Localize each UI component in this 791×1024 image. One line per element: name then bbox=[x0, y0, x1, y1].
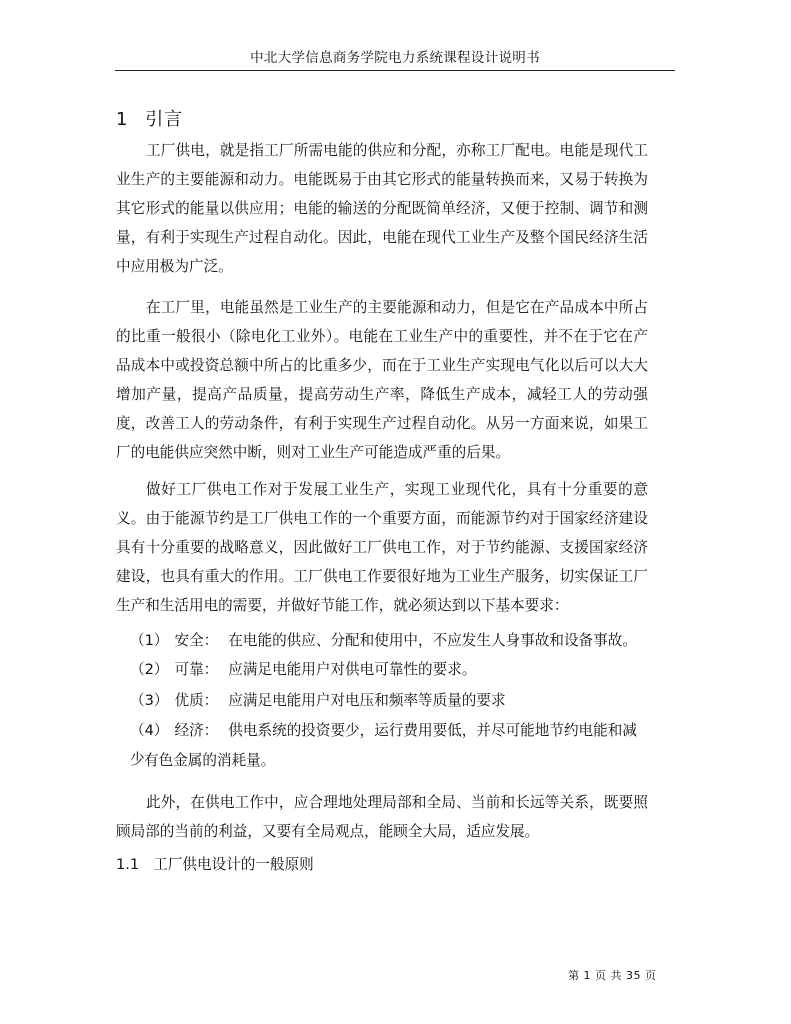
item-number: （4） bbox=[130, 722, 169, 739]
section-title: 引言 bbox=[145, 109, 184, 130]
paragraph-1: 工厂供电，就是指工厂所需电能的供应和分配，亦称工厂配电。电能是现代工业生产的主要能源和动力。电能既易于由其它形式的能量转换而来，又易于转换为其它形式的能量以供应用；电能的输送的分配既简单经济，又便于控制、调节和测量，有利于实现生产过程自动化。因此，电能在现代工业生产及整个国民经济生活中应用极为广泛。 bbox=[116, 142, 648, 275]
requirement-item bbox=[130, 655, 650, 684]
header-rule bbox=[115, 70, 675, 71]
item-text: 应满足电能用户对电压和频率等质量的要求 bbox=[228, 692, 506, 709]
item-text: 在电能的供应、分配和使用中，不应发生人身事故和设备事故。 bbox=[228, 632, 637, 649]
subsection-title: 工厂供电设计的一般原则 bbox=[153, 856, 314, 873]
paragraph-2: 在工厂里，电能虽然是工业生产的主要能源和动力，但是它在产品成本中所占的比重一般很小（除电化工业外）。电能在工业生产中的重要性，并不在于它在产品成本中或投资总额中所占的比重多少，而在于工业生产实现电气化以后可以大大增加产量，提高产品质量，提高劳动生产率，降低生产成本，减轻工人的劳动强度，改善工人的劳动条件，有利于实现生产过程自动化。从另一方面来说，如果工厂的电能供应突然中断，则对工业生产可能造成严重的后果。 bbox=[116, 299, 648, 461]
paragraph-3: 做好工厂供电工作对于发展工业生产，实现工业现代化，具有十分重要的意义。由于能源节约是工厂供电工作的一个重要方面，而能源节约对于国家经济建设具有十分重要的战略意义，因此做好工厂供电工作，对于节约能源、支援国家经济建设，也具有重大的作用。工厂供电工作要很好地为工业生产服务，切实保证工厂生产和生活用电的需要，并做好节能工作，就必须达到以下基本要求： bbox=[116, 481, 648, 614]
page-footer: 第 1 页 共 35 页 bbox=[568, 969, 657, 982]
subsection-heading bbox=[116, 853, 314, 874]
closing-paragraph: 此外，在供电工作中，应合理地处理局部和全局、当前和长远等关系，既要照顾局部的当前的利益，又要有全局观点，能顾全大局，适应发展。 bbox=[116, 794, 648, 840]
page-header: 中北大学信息商务学院电力系统课程设计说明书 bbox=[250, 50, 540, 66]
requirement-item bbox=[130, 626, 650, 655]
item-number: （1） bbox=[130, 632, 169, 649]
item-category: 可靠： bbox=[174, 661, 219, 678]
item-category: 优质： bbox=[174, 692, 219, 709]
requirement-item bbox=[130, 686, 650, 715]
item-category: 安全： bbox=[174, 632, 219, 649]
item-text: 供电系统的投资要少，运行费用要低，并尽可能地节约电能和减少 bbox=[130, 722, 637, 768]
item-number: （2） bbox=[130, 661, 169, 678]
item-text: 应满足电能用户对供电可靠性的要求。 bbox=[228, 661, 477, 678]
section-heading bbox=[116, 105, 183, 131]
subsection-number: 1.1 bbox=[116, 856, 140, 873]
item-category: 经济： bbox=[174, 722, 219, 739]
item-number: （3） bbox=[130, 692, 169, 709]
section-number: 1 bbox=[116, 109, 129, 130]
requirement-continuation: 有色金属的消耗量。 bbox=[144, 752, 276, 769]
